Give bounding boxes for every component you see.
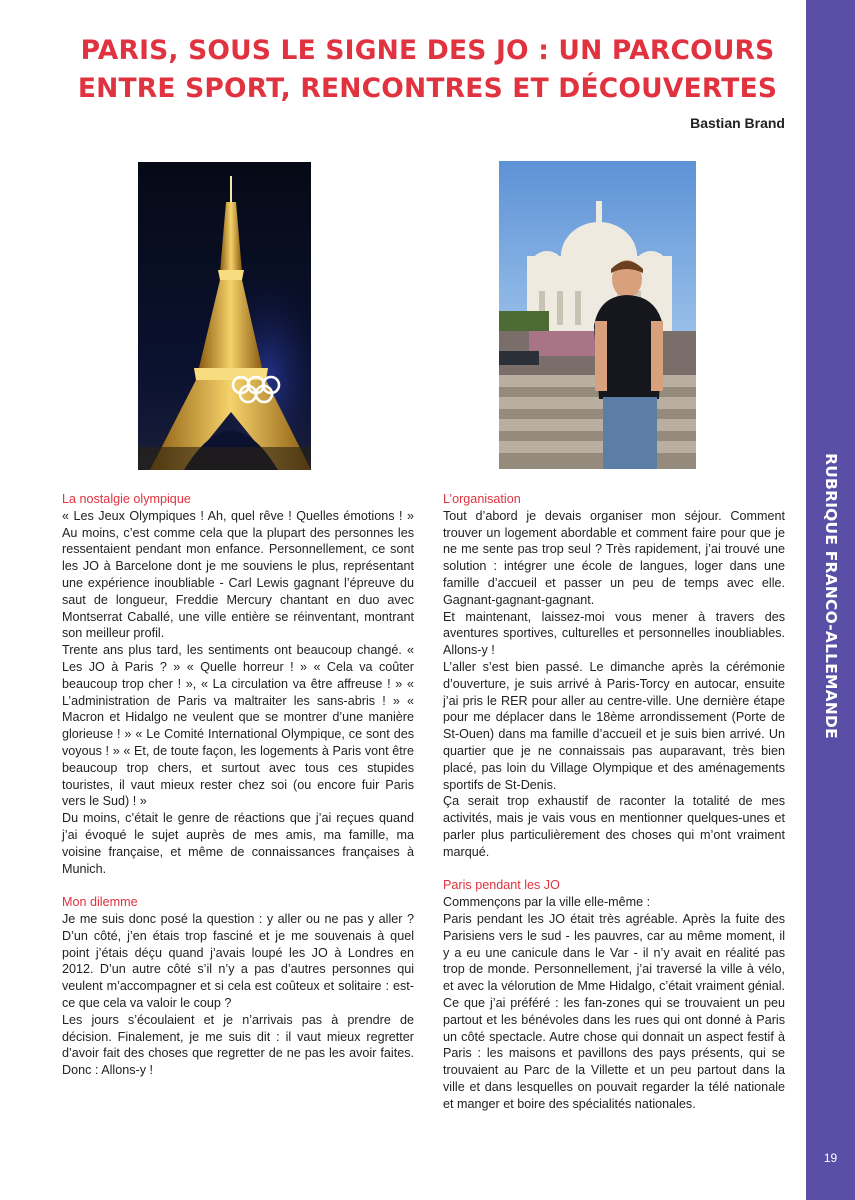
paragraph: « Les Jeux Olympiques ! Ah, quel rêve ! Quelles émotions ! » Au moins, c’est comme cela que la plupart des personnes les ressentaient pendant mon enfance. Personnellement, ce sont les JO à Barcelone dont je me souviens le plus, représentant une expérience inoubliable - Carl Lewis gagnant l’épreuve du saut de longueur, Freddie Mercury chantant en duo avec Montserrat Caballé, une ville entière se réinventant, montrant son meilleur profil. [62,508,414,641]
left-column [62,491,414,1079]
paragraph: Commençons par la ville elle-même : [443,895,651,910]
sacre-coeur-photo [499,161,696,469]
paragraph: Tout d’abord je devais organiser mon séjour. Comment trouver un logement abordable et comment faire pour que je ne me sente pas trop seul ? Très rapidement, j’ai trouvé une solution : intégrer une école de langues, loger dans une famille d’accueil et passer un peu de temps avec elle. Gagnant-gagnant-gagnant. [443,508,785,607]
title-line-2: ENTRE SPORT, RENCONTRES ET DÉCOUVERTES [77,73,778,104]
paragraph: Les jours s’écoulaient et je n’arrivais pas à prendre de décision. Finalement, je me suis dit : il vaut mieux regretter d’avoir fait des choses que regretter de ne pas les avoir faites. Donc : Allons-y ! [62,1012,414,1078]
paragraph: L’aller s’est bien passé. Le dimanche après la cérémonie d’ouverture, je suis arrivé à Paris-Torcy en autocar, ensuite j’ai pris le RER pour aller au centre-ville. Une dernière étape pour me déplacer dans le 18ème arrondissement (Porte de St-Ouen) dans ma famille d’accueil et je suis bien arrivé. Un quartier que je ne connaissais pas auparavant, très bien placé, pas loin du Village Olympique et des aménagements sportifs de St-Denis. [443,659,785,792]
spacer [443,861,785,878]
title-line-1: PARIS, SOUS LE SIGNE DES JO : UN PARCOURS [80,35,775,66]
section-heading: Mon dilemme [62,895,138,910]
article-title [60,32,795,108]
author-name: Bastian Brand [690,115,785,131]
page-number: 19 [823,1151,838,1165]
section-heading: Paris pendant les JO [443,878,560,893]
paragraph: Trente ans plus tard, les sentiments ont beaucoup changé. « Les JO à Paris ? » « Quelle horreur ! » « Cela va coûter beaucoup trop cher ! », « La circulation va être affreuse ! » « L’administration de Paris va maltraiter les sans-abris ! » « Macron et Hidalgo ne veulent que se montrer d’une manière glorieuse ! » « Le Comité International Olympique, ce sont des voyous ! » « Et, de toute façon, les logements à Paris vont être beaucoup trop chers, et surtout avec tous ces stupides touristes, il vaut mieux rester chez soi (ou encore fuir Paris vers le Sud) ! » [62,643,414,809]
paragraph: Du moins, c’était le genre de réactions que j’ai reçues quand j’ai évoqué le sujet auprès de mes amis, ma famille, ma voisine française, et même de connaissances françaises à Munich. [62,811,414,876]
paragraph: Je me suis donc posé la question : y aller ou ne pas y aller ? D’un côté, j’en étais trop fasciné et je me souvenais à quel point j’étais déçu quand j’avais loupé les JO à Londres en 2012. D’un autre côté s’il n’y a pas d’autres personnes qui veulent m’accompagner et si cela est coûteux et solitaire : est-ce que cela va valoir le coup ? [62,911,414,1010]
paragraph: Et maintenant, laissez-moi vous mener à travers des aventures sportives, culturelles et personnelles inoubliables. Allons-y ! [443,609,785,658]
paragraph: Paris pendant les JO était très agréable. Après la fuite des Parisiens vers le sud - les pauvres, car au même moment, il y a eu une canicule dans le Var - il n’y avait en réalité pas trop de monde. Personnellement, j’ai traversé la ville à vélo, et avec la vélorution de Mme Hidalgo, c’était vraiment génial. Ce que j’ai préféré : les fan-zones qui se trouvaient un peu partout et les bénévoles dans les rues qui ont donné à Paris un côté spectacle. Autre chose qui donnait un aspect festif à Paris : les maisons et pavillons des pays présents, qui se trouvaient au Parc de la Villette et un peu partout dans la ville et dans lesquelles on pouvait regarder la télé nationale et manger et boire des spécialités nationales. [443,911,785,1111]
section-label: RUBRIQUE FRANCO-ALLEMANDE [822,453,840,739]
section-heading: L’organisation [443,492,521,506]
eiffel-tower-photo [138,162,311,470]
paragraph: Ça serait trop exhaustif de raconter la totalité de mes activités, mais je vais vous en mentionner quelques-unes et parler plus particulièrement des choses qui m’ont vraiment marqué. [443,794,785,859]
section-heading: La nostalgie olympique [62,492,191,506]
right-column [443,491,785,1112]
spacer [62,877,414,894]
